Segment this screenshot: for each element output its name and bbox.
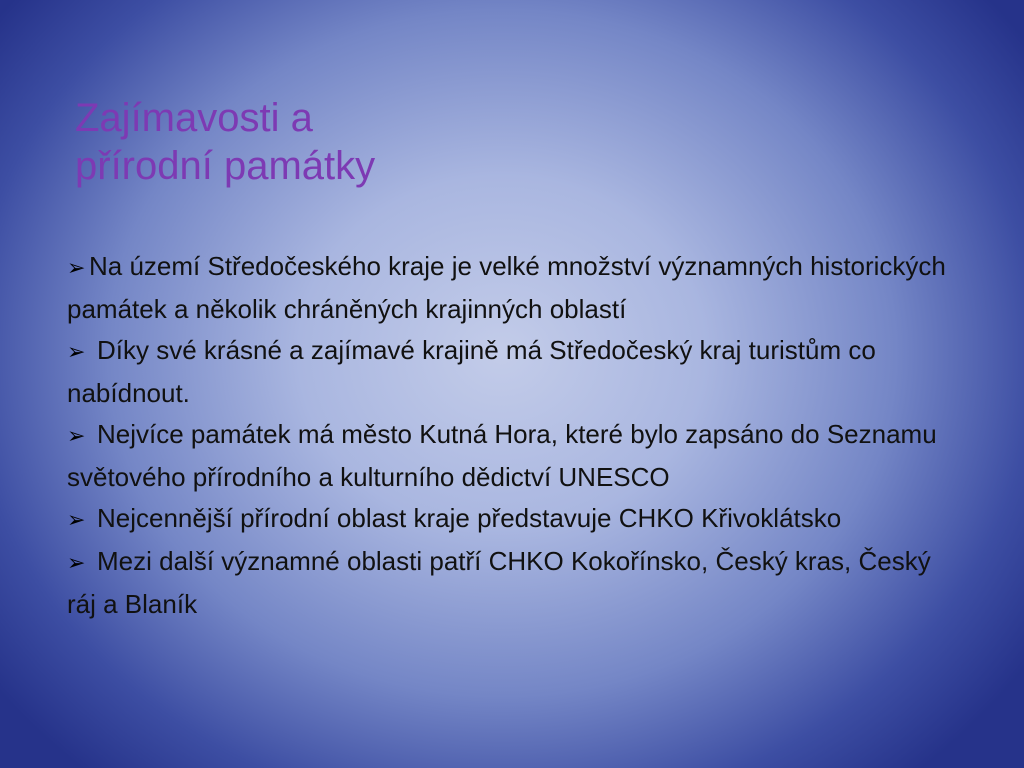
arrow-bullet-icon: ➢ xyxy=(67,424,86,449)
bullet-item-1 xyxy=(67,246,947,330)
bullet-item-3 xyxy=(67,414,947,498)
arrow-bullet-icon: ➢ xyxy=(67,551,86,576)
slide-title-line-1: Zajímavosti a xyxy=(75,96,313,140)
bullet-list xyxy=(67,246,947,625)
bullet-text-3: Nejvíce památek má město Kutná Hora, které bylo zapsáno do Seznamu světového přírodního a kulturního dědictví UNESCO xyxy=(67,419,937,492)
bullet-item-5 xyxy=(67,541,947,625)
slide-title-line-2: přírodní památky xyxy=(75,144,376,188)
slide-title xyxy=(75,94,635,190)
bullet-text-5: Mezi další významné oblasti patří CHKO Kokořínsko, Český kras, Český ráj a Blaník xyxy=(67,546,931,619)
arrow-bullet-icon: ➢ xyxy=(67,508,86,533)
arrow-bullet-icon: ➢ xyxy=(67,256,86,281)
arrow-bullet-icon: ➢ xyxy=(67,340,86,365)
bullet-text-2: Díky své krásné a zajímavé krajině má Středočeský kraj turistům co nabídnout. xyxy=(67,335,876,408)
bullet-item-4 xyxy=(67,498,947,541)
bullet-text-4: Nejcennější přírodní oblast kraje představuje CHKO Křivoklátsko xyxy=(97,503,842,533)
bullet-text-1: Na území Středočeského kraje je velké množství významných historických památek a několik chráněných krajinných oblastí xyxy=(67,251,946,324)
bullet-item-2 xyxy=(67,330,947,414)
